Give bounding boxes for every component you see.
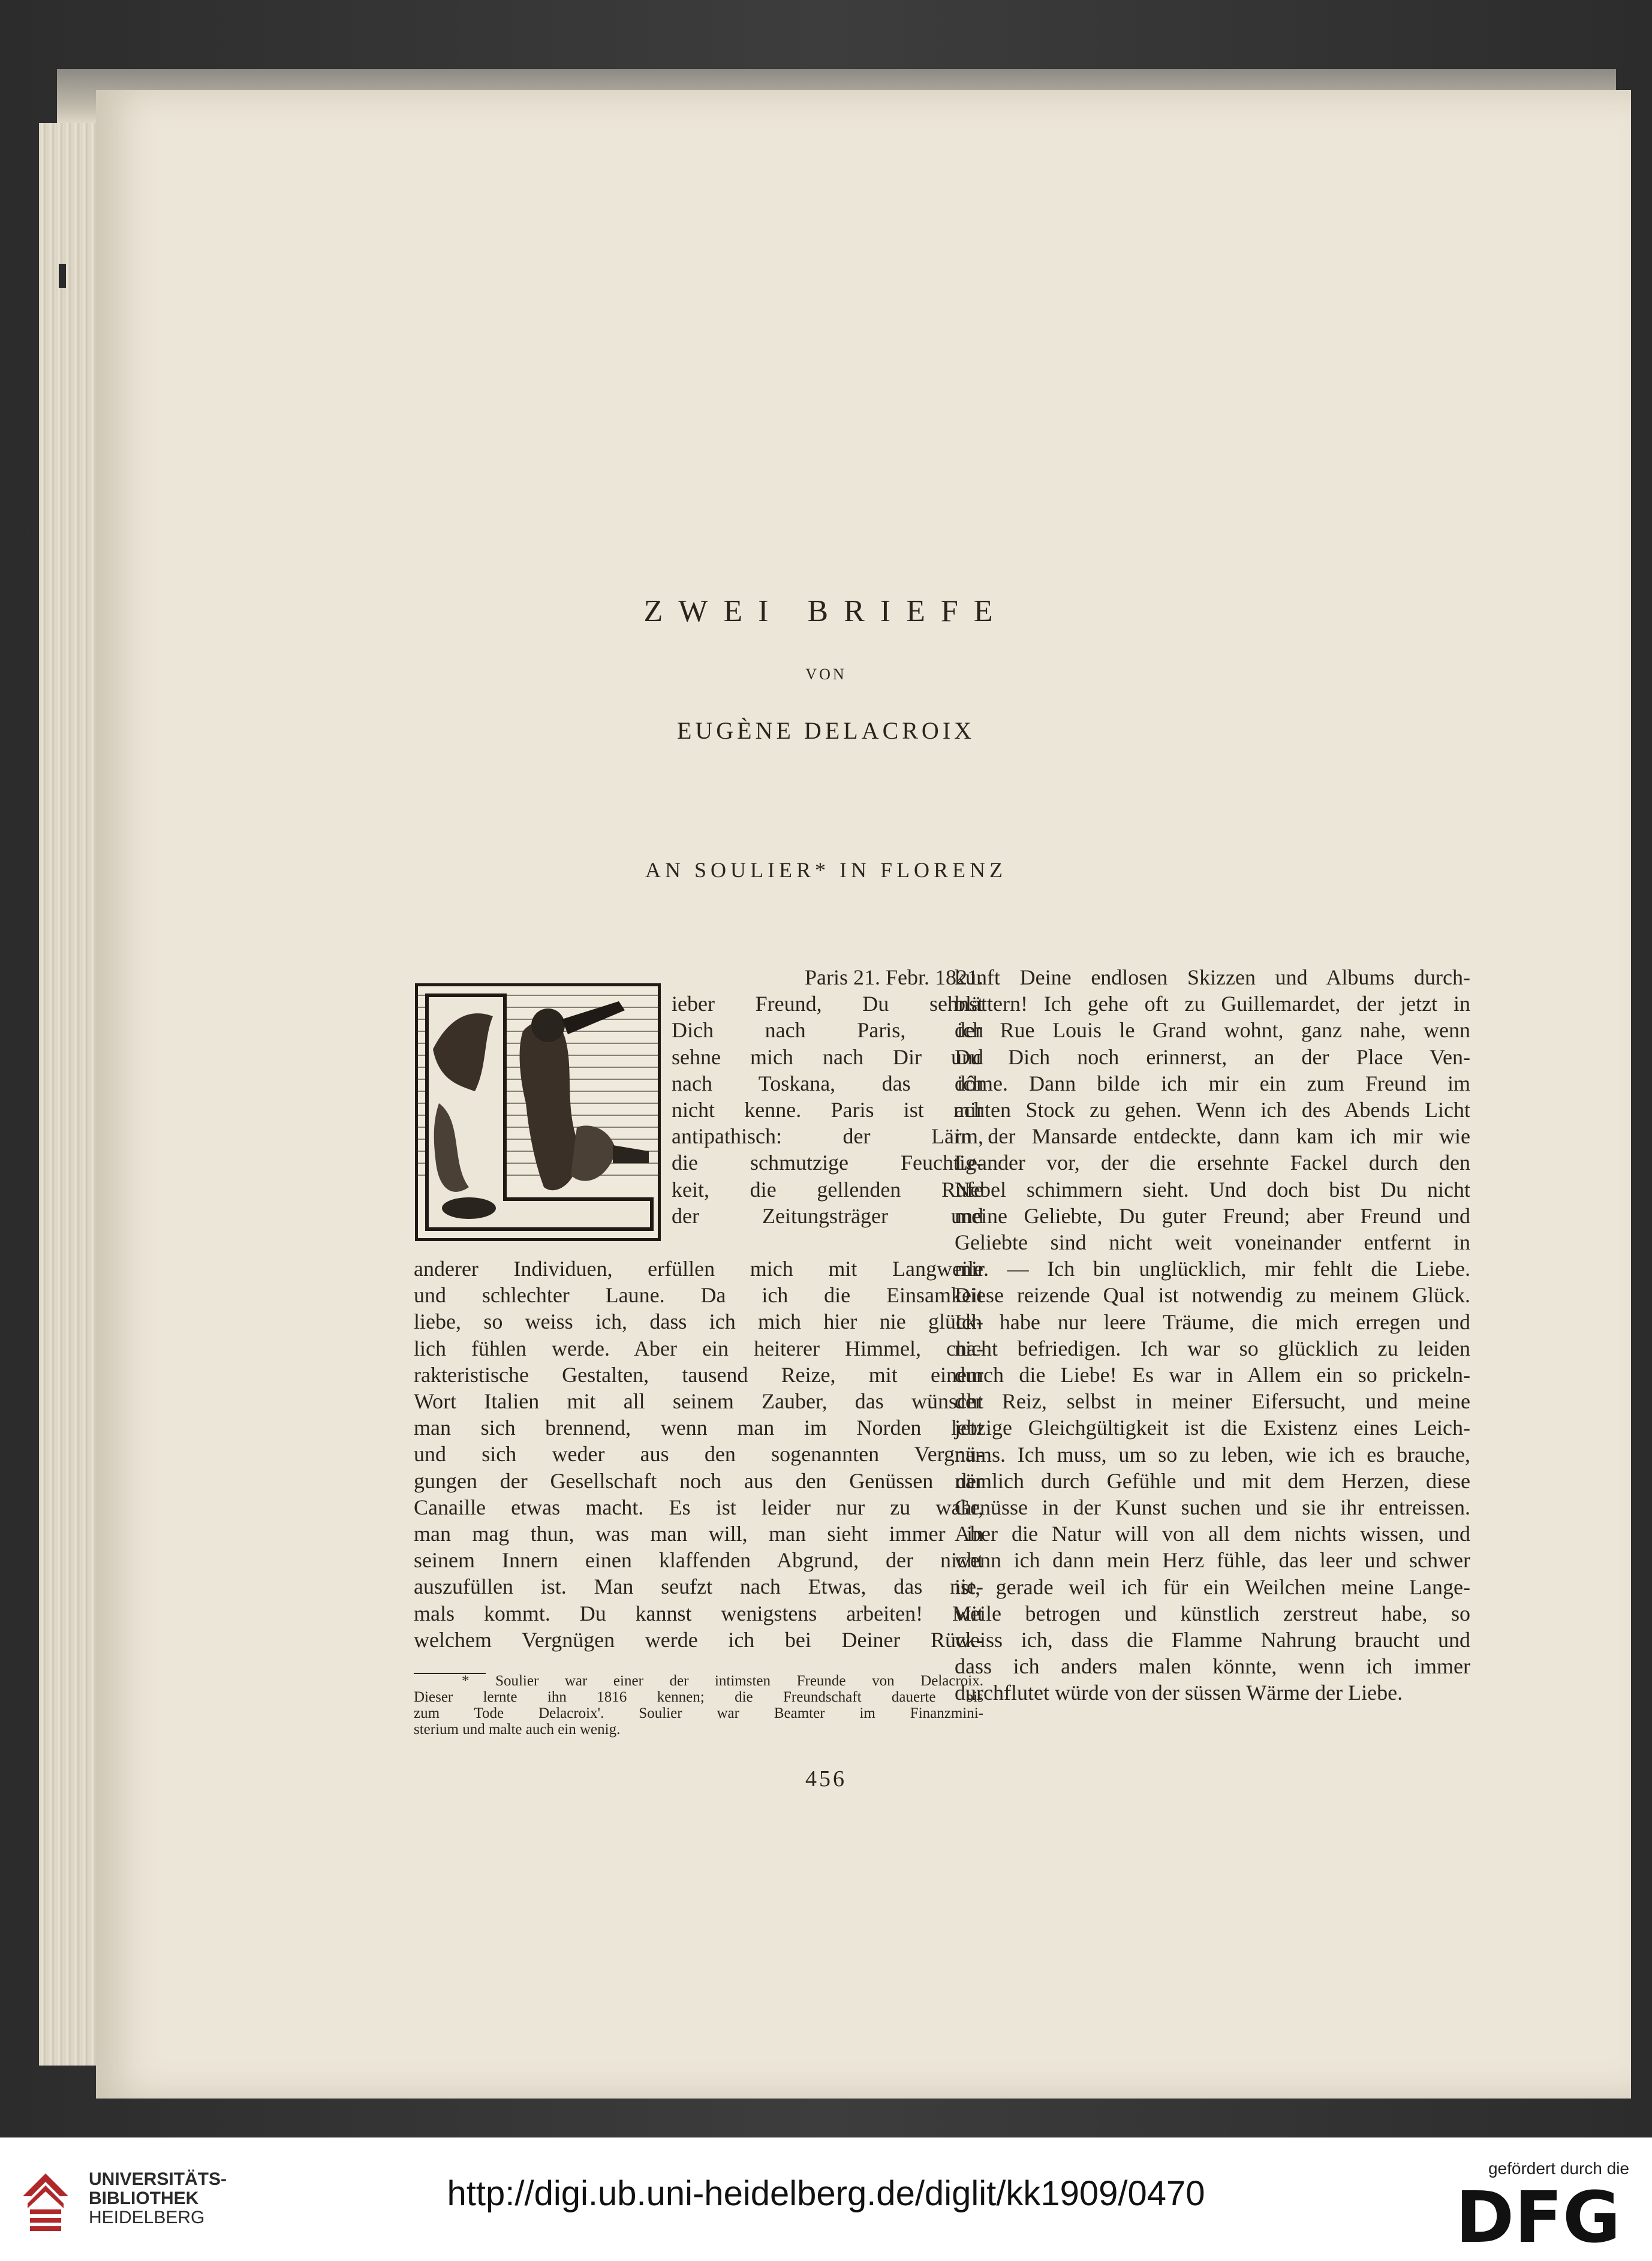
author-name: EUGÈNE DELACROIX xyxy=(676,717,976,744)
text-line: dass ich anders malen könnte, wenn ich immer xyxy=(955,1654,1470,1679)
text-line: durch die Liebe! Es war in Allem ein so prickeln- xyxy=(955,1363,1470,1387)
text-line: nach Toskana, das ich xyxy=(672,1071,983,1095)
text-line: Canaille etwas macht. Es ist leider nur zu wahr, xyxy=(414,1495,983,1519)
dfg-logo-icon[interactable] xyxy=(1448,2187,1628,2247)
viewer-footer xyxy=(0,2137,1652,2261)
funding-note: gefördert durch die xyxy=(1488,2159,1629,2178)
footnote-line: Dieser lernte ihn 1816 kennen; die Freundschaft dauerte bis xyxy=(414,1689,983,1705)
text-line: nämlich durch Gefühle und mit dem Herzen, diese xyxy=(955,1468,1470,1493)
text-line: die schmutzige Feuchtig- xyxy=(672,1151,983,1175)
permalink-url[interactable]: http://digi.ub.uni-heidelberg.de/diglit/kk1909/0470 xyxy=(447,2174,1205,2213)
text-line: weiss ich, dass die Flamme Nahrung braucht und xyxy=(955,1628,1470,1652)
text-line: rakteristische Gestalten, tausend Reize, mit einem xyxy=(414,1362,983,1387)
document-title: ZWEI BRIEFE xyxy=(643,594,1009,628)
library-name-line: HEIDELBERG xyxy=(89,2208,205,2227)
text-line: jetzige Gleichgültigkeit ist die Existenz eines Leich- xyxy=(955,1416,1470,1440)
footnote-line: sterium und malte auch ein wenig. xyxy=(414,1721,621,1738)
section-heading: AN SOULIER* IN FLORENZ xyxy=(645,858,1007,882)
right-column xyxy=(955,964,1470,1706)
text-line: der Zeitungsträger und xyxy=(672,1203,983,1228)
left-column-bottom xyxy=(414,1256,983,1653)
text-line: liebe, so weiss ich, dass ich mich hier nie glück- xyxy=(414,1309,983,1334)
woodcut-initial-illustration xyxy=(415,983,661,1241)
text-line: nams. Ich muss, um so zu leben, wie ich es brauche, xyxy=(955,1442,1470,1467)
text-line: durchflutet würde von der süssen Wärme der Liebe. xyxy=(955,1681,1403,1705)
text-line: mals kommt. Du kannst wenigstens arbeiten! Mit xyxy=(414,1601,983,1625)
text-line: keit, die gellenden Rufe xyxy=(672,1177,983,1202)
text-line: seinem Innern einen klaffenden Abgrund, der nicht xyxy=(414,1548,983,1573)
footnote-line: * Soulier war einer der intimsten Freunde von Delacroix. xyxy=(462,1673,983,1689)
text-line: gungen der Gesellschaft noch aus den Genüssen der xyxy=(414,1468,983,1493)
text-line: ieber Freund, Du sehnst xyxy=(672,992,983,1016)
text-line: ist, gerade weil ich für ein Weilchen meine Lange- xyxy=(955,1574,1470,1599)
text-line: Diese reizende Qual ist notwendig zu meinem Glück. xyxy=(955,1283,1470,1308)
text-line: man sich brennend, wenn man im Norden lebt xyxy=(414,1416,983,1440)
text-line: und sich weder aus den sogenannten Vergnü- xyxy=(414,1442,983,1467)
text-line: wenn ich dann mein Herz fühle, das leer und schwer xyxy=(955,1548,1470,1573)
byline-von: VON xyxy=(805,666,847,683)
text-line: anderer Individuen, erfüllen mich mit Langweile xyxy=(414,1257,983,1281)
text-line: weile betrogen und künstlich zerstreut habe, so xyxy=(955,1601,1470,1625)
text-line: achten Stock zu gehen. Wenn ich des Abends Licht xyxy=(955,1098,1470,1122)
text-line: Nebel schimmern sieht. Und doch bist Du nicht xyxy=(955,1177,1470,1202)
text-line: Ich habe nur leere Träume, die mich erregen und xyxy=(955,1309,1470,1334)
text-line: meine Geliebte, Du guter Freund; aber Freund und xyxy=(955,1203,1470,1228)
text-line: sehne mich nach Dir und xyxy=(672,1044,983,1069)
text-line: man mag thun, was man will, man sieht immer in xyxy=(414,1522,983,1546)
text-line: der Reiz, selbst in meiner Eifersucht, und meine xyxy=(955,1389,1470,1414)
footnote-line: zum Tode Delacroix'. Soulier war Beamter im Finanzmini- xyxy=(414,1705,983,1721)
text-line: Du Dich noch erinnerst, an der Place Ven- xyxy=(955,1044,1470,1069)
text-line: welchem Vergnügen werde ich bei Deiner Rück- xyxy=(414,1627,983,1652)
text-line: Dich nach Paris, ich xyxy=(672,1018,983,1043)
dateline: Paris 21. Febr. 1821. xyxy=(804,965,983,989)
text-line: nicht befriedigen. Ich war so glücklich zu leiden xyxy=(955,1336,1470,1360)
text-line: antipathisch: der Lärm, xyxy=(672,1124,983,1149)
footnote xyxy=(414,1673,983,1738)
text-line: Wort Italien mit all seinem Zauber, das wünscht xyxy=(414,1389,983,1414)
text-line: dôme. Dann bilde ich mir ein zum Freund im xyxy=(955,1071,1470,1095)
text-line: kunft Deine endlosen Skizzen und Albums durch- xyxy=(955,965,1470,989)
text-line: Geliebte sind nicht weit voneinander entfernt in xyxy=(955,1230,1470,1255)
text-line: in der Mansarde entdeckte, dann kam ich mir wie xyxy=(955,1124,1470,1149)
library-name-line: UNIVERSITÄTS- xyxy=(89,2169,227,2189)
left-column-top xyxy=(672,964,983,1229)
text-line: Aber die Natur will von all dem nichts wissen, und xyxy=(955,1522,1470,1546)
dfg-logo-text: DFG xyxy=(1455,2187,1621,2247)
binding-mark xyxy=(59,264,66,288)
text-line: der Rue Louis le Grand wohnt, ganz nahe, wenn xyxy=(955,1018,1470,1043)
text-line: und schlechter Laune. Da ich die Einsamkeit xyxy=(414,1283,983,1308)
page-number: 456 xyxy=(805,1766,847,1792)
text-line: Genüsse in der Kunst suchen und sie ihr entreissen. xyxy=(955,1495,1470,1520)
text-line: nicht kenne. Paris ist mir xyxy=(672,1098,983,1122)
text-line: blättern! Ich gehe oft zu Guillemardet, der jetzt in xyxy=(955,992,1470,1016)
text-line: lich fühlen werde. Aber ein heiterer Himmel, cha- xyxy=(414,1336,983,1360)
text-line: Leander vor, der die ersehnte Fackel durch den xyxy=(955,1151,1470,1175)
text-line: auszufüllen ist. Man seufzt nach Etwas, das nie- xyxy=(414,1574,983,1599)
library-name-line: BIBLIOTHEK xyxy=(89,2188,199,2208)
text-line: mir. — Ich bin unglücklich, mir fehlt die Liebe. xyxy=(955,1257,1470,1281)
